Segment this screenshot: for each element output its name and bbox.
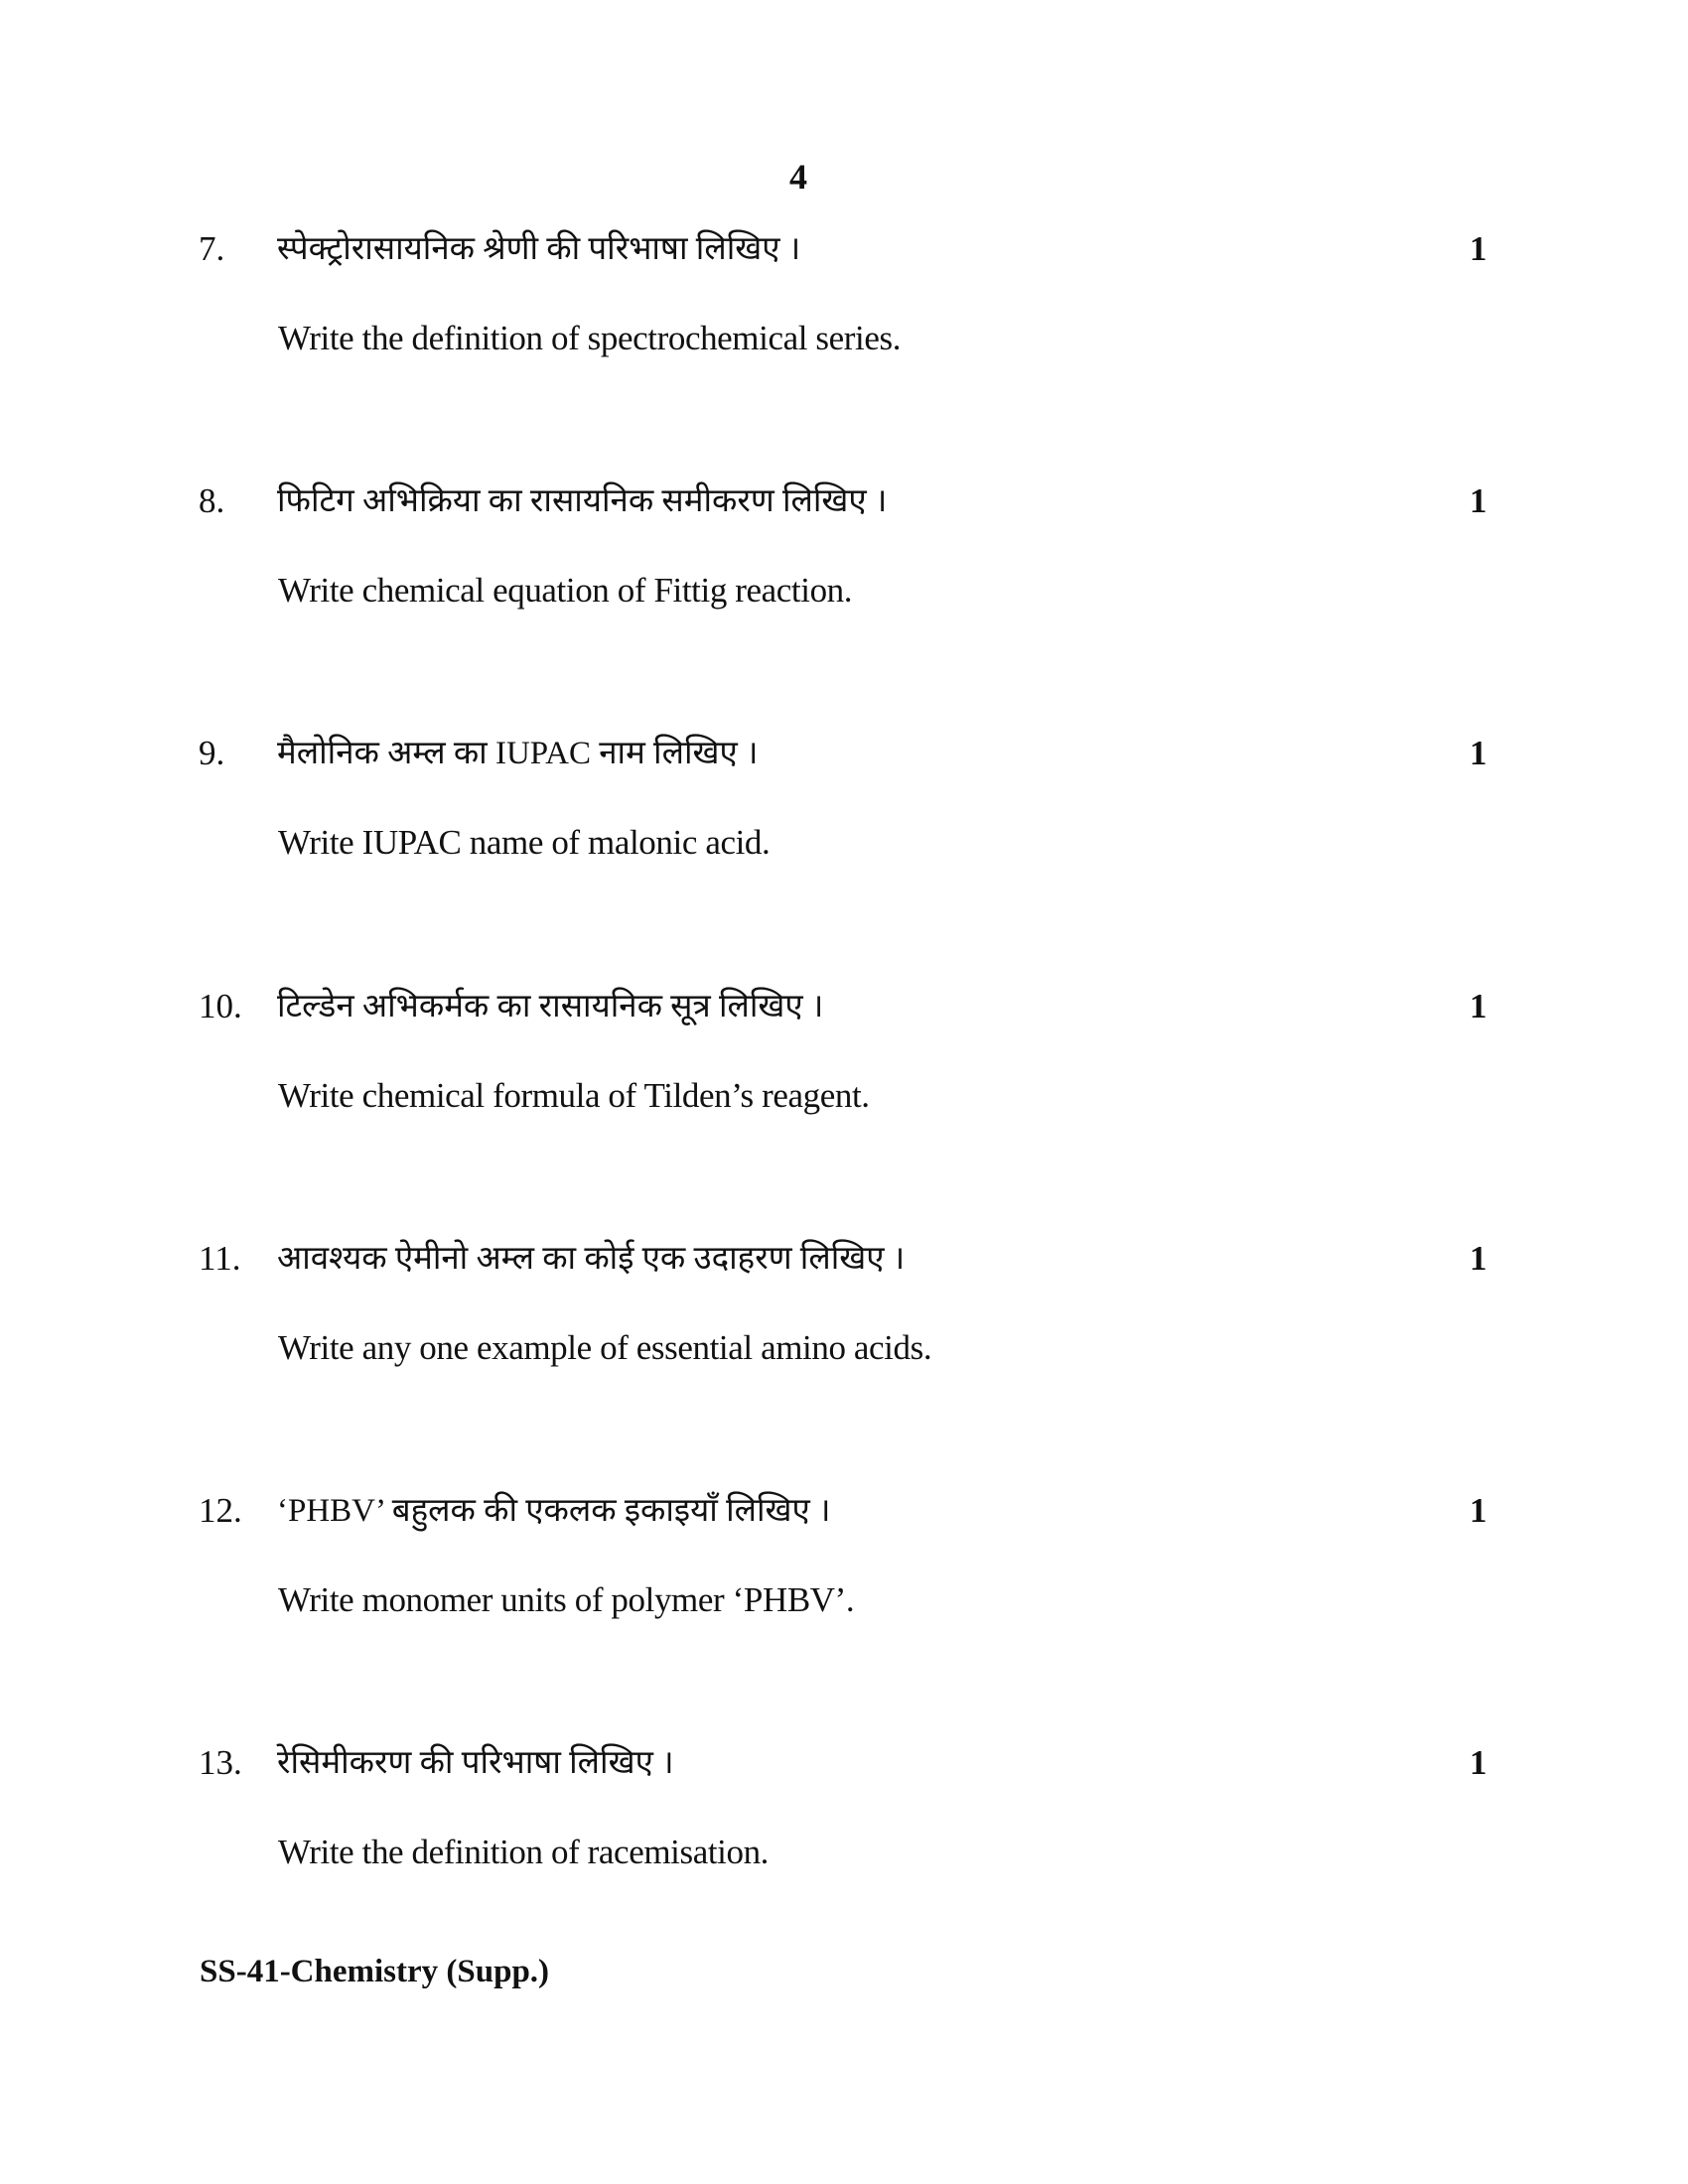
question-text-english: Write chemical equation of Fittig reaction.: [278, 571, 853, 610]
question-marks: 1: [1470, 1239, 1487, 1278]
question-text-hindi: मैलोनिक अम्ल का IUPAC नाम लिखिए ।: [277, 736, 759, 771]
question-number: 11.: [199, 1239, 241, 1278]
question-11: [0, 1239, 1688, 1368]
question-text-hindi: ‘PHBV’ बहुलक की एकलक इकाइयाँ लिखिए ।: [277, 1493, 831, 1529]
question-text-hindi: आवश्यक ऐमीनो अम्ल का कोई एक उदाहरण लिखिए ।: [277, 1241, 906, 1277]
question-number: 13.: [199, 1743, 242, 1782]
paper-code-footer: SS-41-Chemistry (Supp.): [200, 1954, 550, 1989]
question-marks: 1: [1470, 987, 1487, 1025]
question-marks: 1: [1470, 734, 1487, 772]
question-marks: 1: [1470, 1491, 1487, 1530]
question-text-english: Write any one example of essential amino acids.: [278, 1328, 932, 1367]
question-marks: 1: [1470, 481, 1487, 520]
question-number: 7.: [199, 229, 225, 268]
question-text-english: Write chemical formula of Tilden’s reagent.: [278, 1076, 870, 1115]
question-10: [0, 987, 1688, 1116]
question-marks: 1: [1470, 229, 1487, 268]
question-text-hindi: फिटिग अभिक्रिया का रासायनिक समीकरण लिखिए ।: [277, 483, 888, 519]
question-text-hindi: स्पेक्ट्रोरासायनिक श्रेणी की परिभाषा लिखिए ।: [277, 231, 801, 267]
question-13: [0, 1743, 1688, 1872]
question-text-english: Write IUPAC name of malonic acid.: [278, 823, 771, 862]
question-number: 9.: [199, 734, 225, 772]
question-marks: 1: [1470, 1743, 1487, 1782]
question-text-english: Write the definition of spectrochemical series.: [278, 319, 902, 357]
page-number: 4: [789, 157, 807, 197]
question-number: 8.: [199, 481, 225, 520]
question-7: [0, 229, 1688, 358]
question-text-hindi: टिल्डेन अभिकर्मक का रासायनिक सूत्र लिखिए ।: [277, 989, 824, 1024]
question-12: [0, 1491, 1688, 1620]
question-number: 12.: [199, 1491, 242, 1530]
question-text-english: Write monomer units of polymer ‘PHBV’.: [278, 1580, 855, 1619]
question-9: [0, 734, 1688, 863]
question-text-english: Write the definition of racemisation.: [278, 1833, 770, 1871]
question-number: 10.: [199, 987, 242, 1025]
question-8: [0, 481, 1688, 611]
question-text-hindi: रेसिमीकरण की परिभाषा लिखिए ।: [277, 1745, 674, 1781]
